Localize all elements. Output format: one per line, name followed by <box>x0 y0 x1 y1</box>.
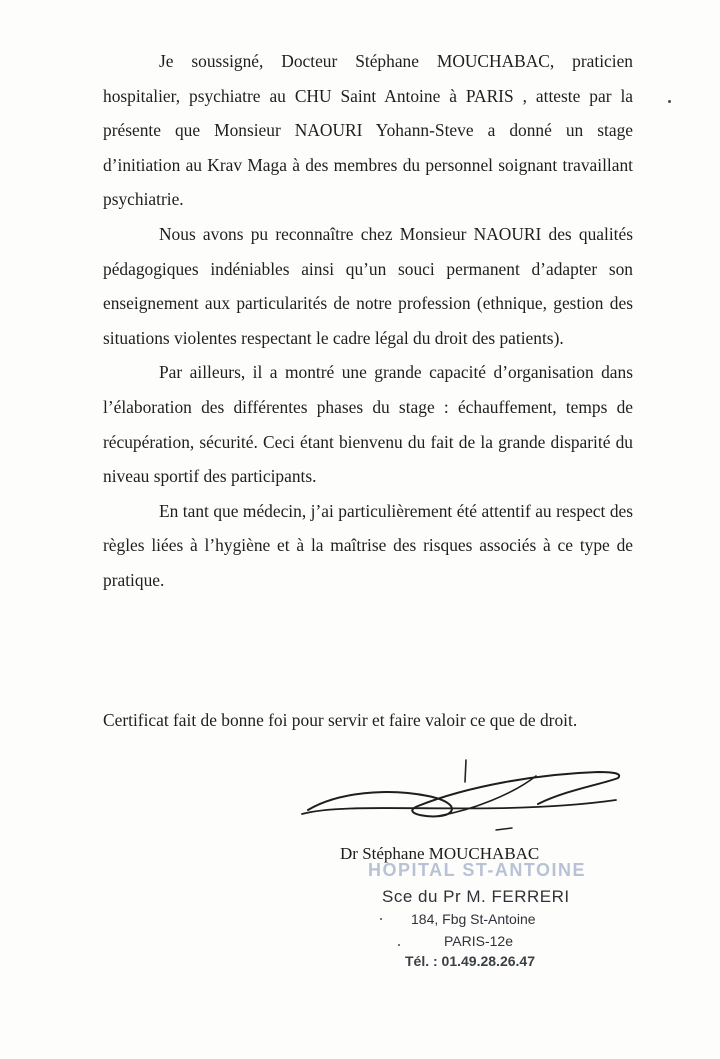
signer-name: Dr Stéphane MOUCHABAC <box>340 844 540 863</box>
handwritten-signature <box>298 752 628 842</box>
paragraph-organisation: Par ailleurs, il a montré une grande capacité d’organisation dans l’élaboration des différentes phases du stage : échauffement, temps de récupération, sécurité. Ceci étant bienvenu du fait de la grande disparité du niveau sportif des participants. <box>103 362 633 487</box>
stamp-address: 184, Fbg St-Antoine <box>411 911 536 927</box>
stamp-hospital-name: HOPITAL ST-ANTOINE <box>368 860 587 880</box>
letter-body <box>103 44 633 598</box>
stamp-phone: Tél. : 01.49.28.26.47 <box>405 953 535 969</box>
scan-speck <box>398 944 400 946</box>
scan-speck <box>380 918 382 920</box>
scan-speck <box>668 100 671 103</box>
stamp-service: Sce du Pr M. FERRERI <box>382 887 570 906</box>
paragraph-qualities: Nous avons pu reconnaître chez Monsieur NAOURI des qualités pédagogiques indéniables ainsi qu’un souci permanent d’adapter son enseignement aux particularités de notre profession (ethnique, gestion des situations violentes respectant le cadre légal du droit des patients). <box>103 223 633 348</box>
stamp-city: PARIS-12e <box>444 933 513 949</box>
hospital-stamp <box>352 858 632 978</box>
closing-statement: Certificat fait de bonne foi pour servir et faire valoir ce que de droit. <box>103 710 578 730</box>
paragraph-hygiene: En tant que médecin, j’ai particulièrement été attentif au respect des règles liées à l’hygiène et à la maîtrise des risques associés à ce type de pratique. <box>103 500 633 590</box>
paragraph-attestation: Je soussigné, Docteur Stéphane MOUCHABAC, praticien hospitalier, psychiatre au CHU Saint Antoine à PARIS , atteste par la présente que Monsieur NAOURI Yohann-Steve a donné un stage d’initiation au Krav Maga à des membres du personnel soignant travaillant psychiatrie. <box>103 51 633 210</box>
